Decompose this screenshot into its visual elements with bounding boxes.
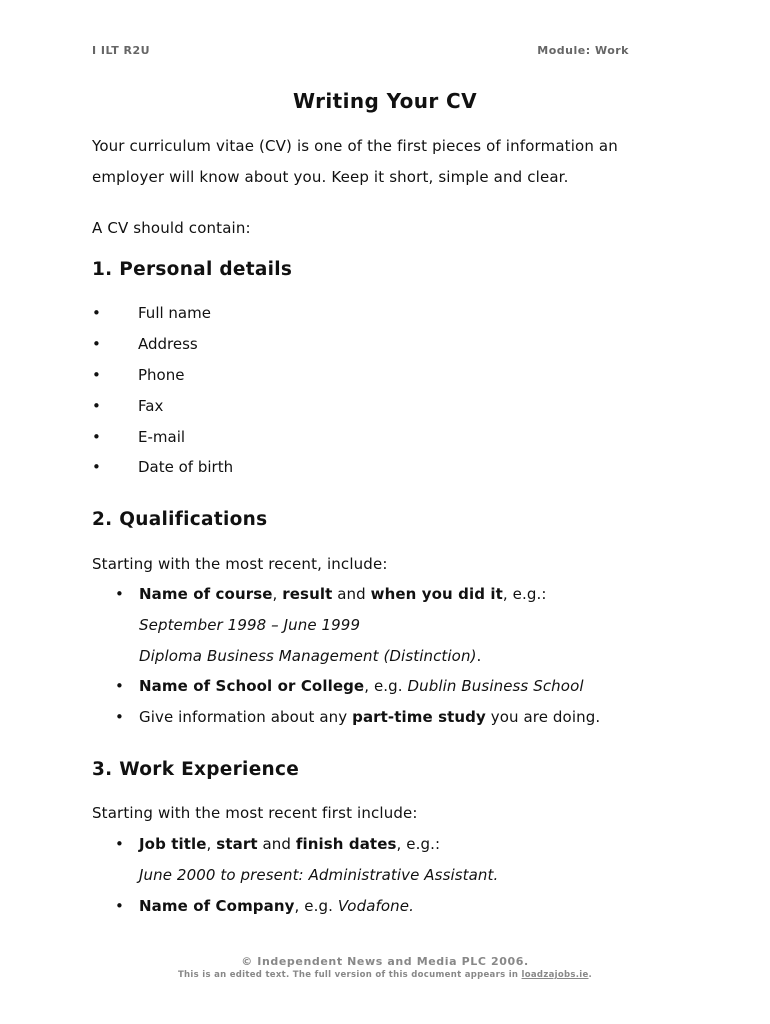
contents-lead: A CV should contain: xyxy=(92,219,251,237)
footer-link[interactable]: loadzajobs.ie xyxy=(521,970,589,980)
list-item-label: Address xyxy=(138,335,198,353)
bullet-icon: • xyxy=(92,458,101,476)
example-school: Dublin Business School xyxy=(407,677,584,695)
term-when: when you did it xyxy=(370,585,503,603)
term-part-time-study: part-time study xyxy=(352,708,486,726)
term-course: Name of course xyxy=(139,585,273,603)
bullet-icon: • xyxy=(115,835,124,853)
bullet-icon: • xyxy=(92,397,101,415)
list-item-label: Date of birth xyxy=(138,458,234,476)
section-heading-qualifications: 2. Qualifications xyxy=(92,509,268,530)
term-finish-dates: finish dates xyxy=(295,835,397,853)
bullet-icon: • xyxy=(115,897,124,915)
bullet-icon: • xyxy=(92,366,101,384)
document-page: I ILT R2U Module: Work Writing Your CV Your curriculum vitae (CV) is one of the first pieces of information an employer will know about you. Keep it short, simple and clear. A CV should contain: 1. Personal details • Full name • Address • Phone • Fax • E-mail • Date of birth 2. Qualifications Starting with the most recent, include: • Name of course, result and when you did it, e.g.: September 1998 – June 1999 Diploma Business Management (Distinction). • Name of School or College, e.g. Dublin Business School • Give information about any part-time study you are doing. 3. Work Experience Starting with the most recent first include: • Job title, start and finish dates, e.g.: June 2000 to present: Administrative Assistant. • Name of Company, e.g. Vodafone. © Independent News and Media PLC 2006. This is an edited text. The full version of this document appears in loadzajobs.ie. xyxy=(0,0,770,1024)
bullet-icon: • xyxy=(115,677,124,695)
work-experience-intro: Starting with the most recent first include: xyxy=(92,804,418,822)
term-job-title: Job title xyxy=(139,835,207,853)
intro-line-2: employer will know about you. Keep it short, simple and clear. xyxy=(92,168,569,186)
list-item-label: Phone xyxy=(138,366,185,384)
page-title: Writing Your CV xyxy=(293,89,477,113)
section-heading-work-experience: 3. Work Experience xyxy=(92,759,300,780)
example-company: Vodafone. xyxy=(337,897,414,915)
list-item-label: Full name xyxy=(138,304,211,322)
bullet-icon: • xyxy=(115,708,124,726)
term-start: start xyxy=(216,835,258,853)
term-result: result xyxy=(282,585,333,603)
term-school: Name of School or College xyxy=(139,677,365,695)
footer-note: This is an edited text. The full version of this document appears in loadzajobs.ie. xyxy=(177,970,593,980)
qualifications-intro: Starting with the most recent, include: xyxy=(92,555,388,573)
term-company: Name of Company xyxy=(139,897,295,915)
example-dates: September 1998 – June 1999 xyxy=(139,616,361,634)
intro-line-1: Your curriculum vitae (CV) is one of the first pieces of information an xyxy=(92,137,618,155)
example-job: June 2000 to present: Administrative Assistant. xyxy=(139,866,499,884)
footer-copyright: © Independent News and Media PLC 2006. xyxy=(241,955,529,968)
header-course-code: I ILT R2U xyxy=(92,44,151,57)
list-item-label: Fax xyxy=(138,397,164,415)
list-item-label: E-mail xyxy=(138,428,186,446)
bullet-icon: • xyxy=(92,428,101,446)
bullet-icon: • xyxy=(92,304,101,322)
header-module: Module: Work xyxy=(537,44,629,57)
bullet-icon: • xyxy=(115,585,124,603)
section-heading-personal-details: 1. Personal details xyxy=(92,259,293,280)
example-diploma: Diploma Business Management (Distinction). xyxy=(139,647,482,665)
bullet-icon: • xyxy=(92,335,101,353)
